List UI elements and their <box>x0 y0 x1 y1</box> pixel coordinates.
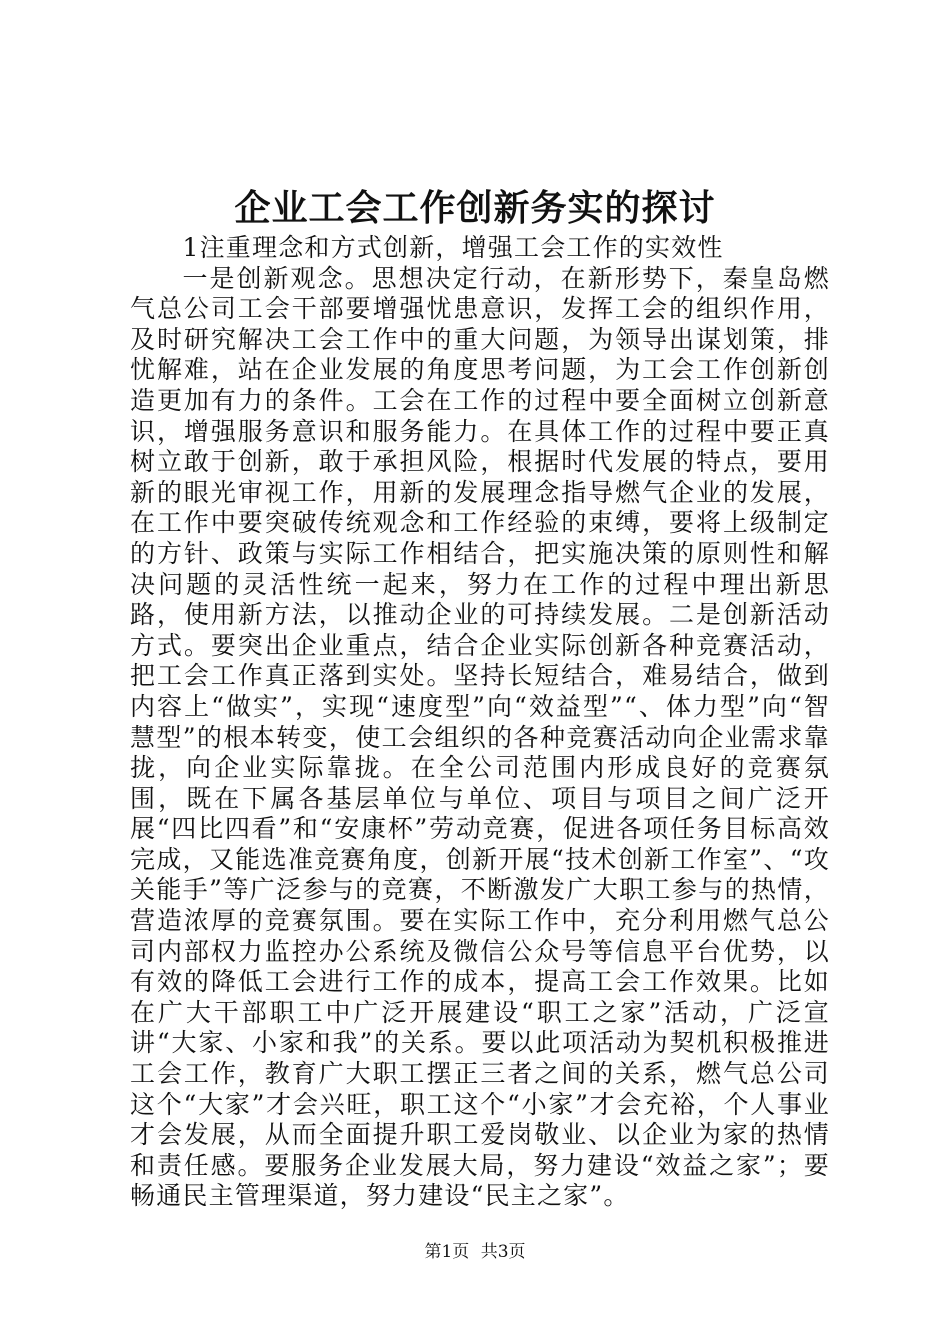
page-total: 共3页 <box>480 1242 526 1262</box>
section-heading: 1注重理念和方式创新，增强工会工作的实效性 <box>182 233 724 262</box>
page-footer <box>0 1240 950 1264</box>
body-paragraph: 一是创新观念。思想决定行动，在新形势下，秦皇岛燃气总公司工会干部要增强忧患意识，发挥工会的组织作用，及时研究解决工会工作中的重大问题，为领导出谋划策，排忧解难，站在企业发展的角度思考问题，为工会工作创新创造更加有力的条件。工会在工作的过程中要全面树立创新意识，增强服务意识和服务能力。在具体工作的过程中要正真树立敢于创新，敢于承担风险，根据时代发展的特点，要用新的眼光审视工作，用新的发展理念指导燃气企业的发展，在工作中要突破传统观念和工作经验的束缚，要将上级制定的方针、政策与实际工作相结合，把实施决策的原则性和解决问题的灵活性统一起来，努力在工作的过程中理出新思路，使用新方法，以推动企业的可持续发展。二是创新活动方式。要突出企业重点，结合企业实际创新各种竞赛活动，把工会工作真正落到实处。坚持长短结合，难易结合，做到内容上“做实”，实现“速度型”向“效益型”“、体力型”向“智慧型”的根本转变，使工会组织的各种竞赛活动向企业需求靠拢，向企业实际靠拢。在全公司范围内形成良好的竞赛氛围，既在下属各基层单位与单位、项目与项目之间广泛开展“四比四看”和“安康杯”劳动竞赛，促进各项任务目标高效完成，又能选准竞赛角度，创新开展“技术创新工作室”、“攻关能手”等广泛参与的竞赛，不断激发广大职工参与的热情，营造浓厚的竞赛氛围。要在实际工作中，充分利用燃气总公司内部权力监控办公系统及微信公众号等信息平台优势，以有效的降低工会进行工作的成本，提高工会工作效果。比如在广大干部职工中广泛开展建设“职工之家”活动，广泛宣讲“大家、小家和我”的关系。要以此项活动为契机积极推进工会工作，教育广大职工摆正三者之间的关系，燃气总公司这个“大家”才会兴旺，职工这个“小家”才会充裕，个人事业才会发展，从而全面提升职工爱岗敬业、以企业为家的热情和责任感。要服务企业发展大局，努力建设“效益之家”；要畅通民主管理渠道，努力建设“民主之家”。 <box>130 263 830 1211</box>
document-body <box>130 233 830 1212</box>
page-number: 第1页 <box>424 1242 470 1262</box>
document-title: 企业工会工作创新务实的探讨 <box>234 187 716 229</box>
